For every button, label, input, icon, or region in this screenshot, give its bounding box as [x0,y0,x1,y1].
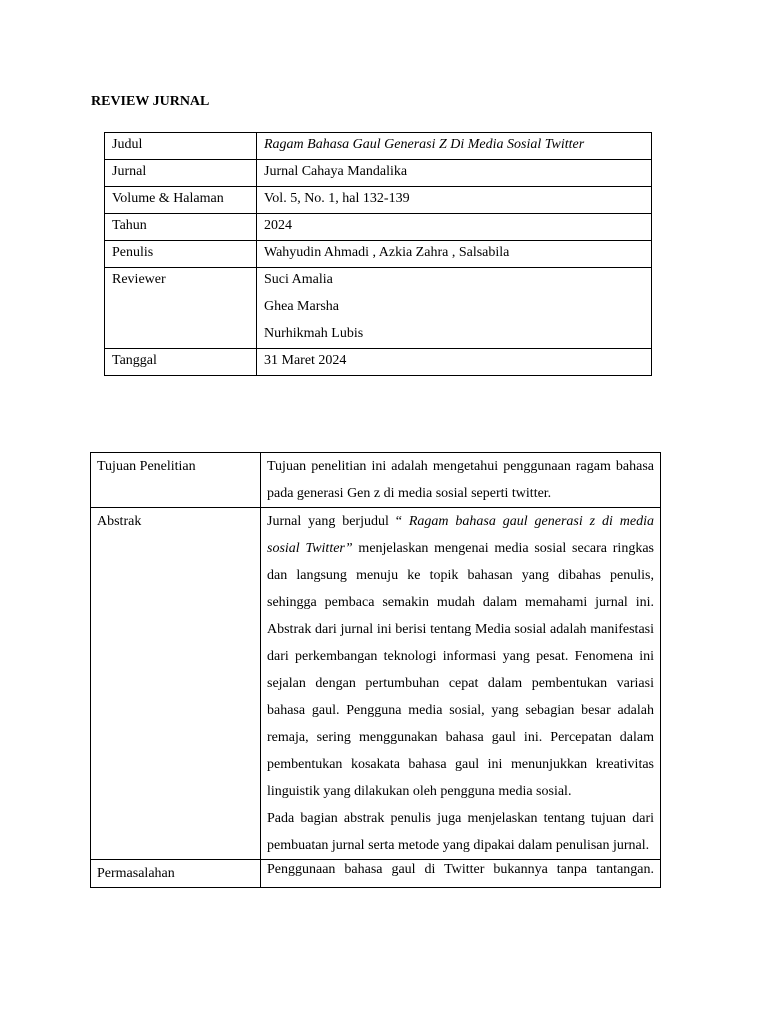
tahun-value: 2024 [257,214,652,241]
abstrak-paragraph [267,508,654,805]
tujuan-cell [261,453,661,508]
reviewer-label: Reviewer [105,268,257,349]
permasalahan-label: Permasalahan [91,860,261,888]
judul-title-text: Ragam Bahasa Gaul Generasi Z Di Media Sosial Twitter [264,137,585,152]
jurnal-label: Jurnal [105,160,257,187]
abstrak-journal-title: Ragam bahasa gaul generasi z di media sosial Twitter” [267,514,655,556]
volume-value: Vol. 5, No. 1, hal 132-139 [257,187,652,214]
judul-label: Judul [105,133,257,160]
table-row [105,268,652,349]
reviewer-name: Suci Amalia [264,272,333,287]
tahun-label: Tahun [105,214,257,241]
abstrak-cell [261,508,661,860]
reviewer-name: Nurhikmah Lubis [264,326,364,341]
abstrak-intro: Jurnal yang berjudul “ [267,514,402,529]
volume-label: Volume & Halaman [105,187,257,214]
tanggal-value: 31 Maret 2024 [257,349,652,376]
tanggal-label: Tanggal [105,349,257,376]
permasalahan-cell [261,860,661,888]
document-title: REVIEW JURNAL [91,94,210,109]
tujuan-label: Tujuan Penelitian [91,453,261,508]
table-row [105,133,652,160]
tujuan-text: Tujuan penelitian ini adalah mengetahui penggunaan ragam bahasa pada generasi Gen z di media sosial seperti twitter. [267,459,654,501]
table-row [105,349,652,376]
table-row [91,453,661,508]
abstrak-label: Abstrak [91,508,261,860]
reviewer-list [257,268,652,349]
reviewer-name: Ghea Marsha [264,299,340,314]
penulis-label: Penulis [105,241,257,268]
table-row [105,241,652,268]
permasalahan-text: Penggunaan bahasa gaul di Twitter bukannya tanpa tantangan. [267,862,654,877]
table-row [105,187,652,214]
table-row [91,508,661,860]
abstrak-paragraph-2: Pada bagian abstrak penulis juga menjelaskan tentang tujuan dari pembuatan jurnal serta metode yang dipakai dalam penulisan jurnal. [267,811,654,853]
table-row [105,214,652,241]
abstrak-body: menjelaskan mengenai media sosial secara ringkas dan langsung menuju ke topik bahasan yang dibahas penulis, sehingga pembaca semakin mudah dalam memahami jurnal ini. Abstrak dari jurnal ini berisi tentang Media sosial adalah manifestasi dari perkembangan teknologi informasi yang pesat. Fenomena ini sejalan dengan pertumbuhan cepat dalam pembentukan variasi bahasa gaul. Pengguna media sosial, yang sebagian besar adalah remaja, sering menggunakan bahasa gaul ini. Percepatan dalam pembentukan kosakata bahasa gaul ini menunjukkan kreativitas linguistik yang dilakukan oleh pengguna media sosial. [267,541,654,799]
table-row [105,160,652,187]
review-content-table [90,452,661,888]
penulis-value: Wahyudin Ahmadi , Azkia Zahra , Salsabila [257,241,652,268]
table-row [91,860,661,888]
jurnal-value: Jurnal Cahaya Mandalika [257,160,652,187]
judul-value [257,133,652,160]
journal-info-table [104,132,652,376]
